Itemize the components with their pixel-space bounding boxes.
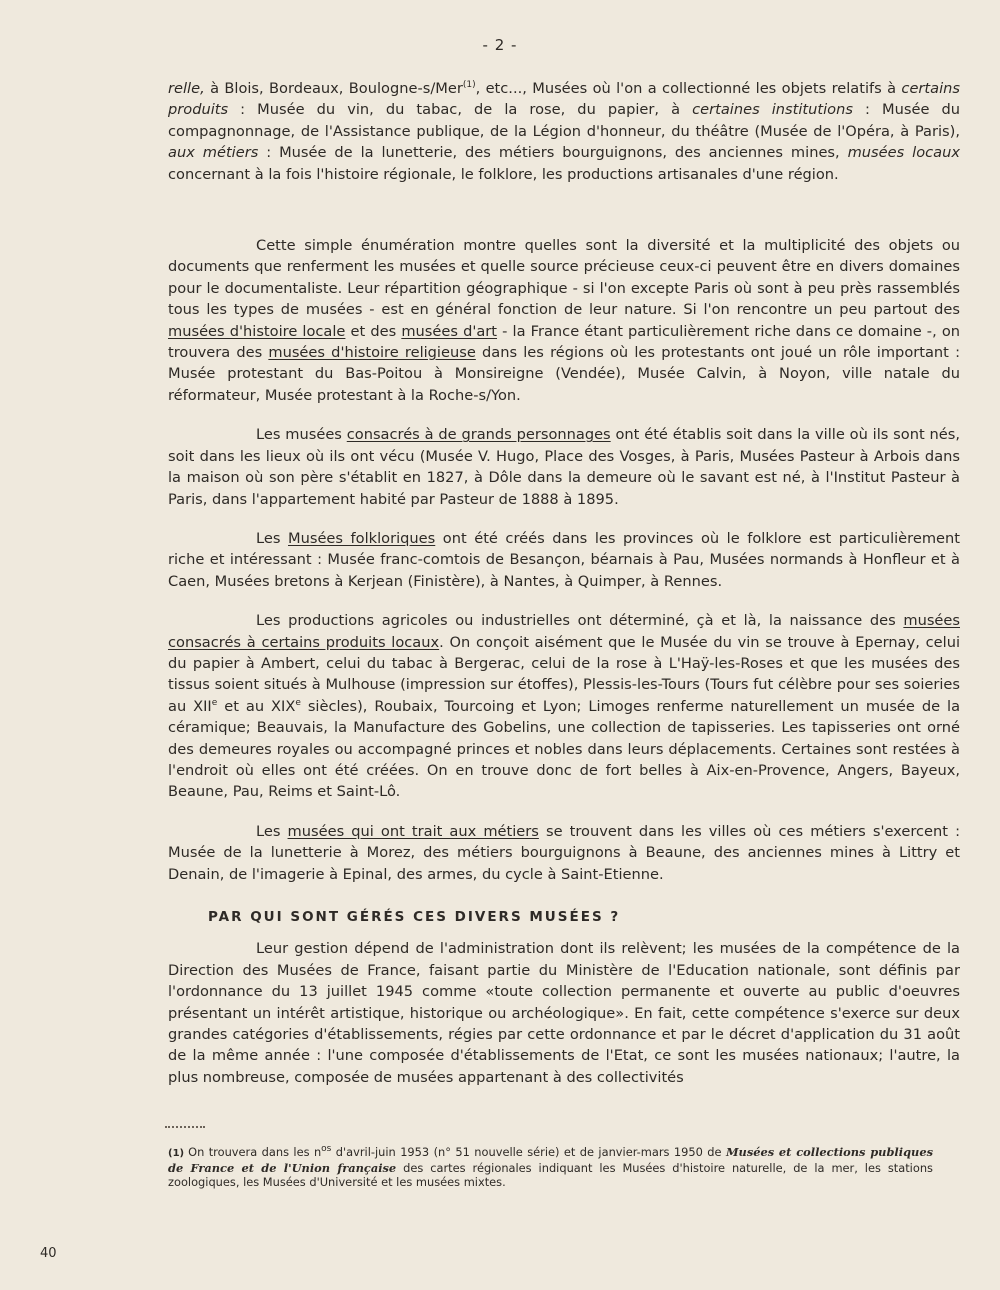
text-span: relle, <box>168 80 205 97</box>
text-span: - la France étant particulièrement riche dans ce domaine -, on trouvera des <box>168 322 961 362</box>
paragraph-produits <box>168 610 960 803</box>
page-number-bottom: 40 <box>40 1246 57 1261</box>
paragraph-metiers <box>168 821 960 885</box>
footnote-ref: (1) <box>462 80 476 91</box>
text-span: et au XIX <box>217 697 296 715</box>
text-span: d'avril-juin 1953 (n° 51 nouvelle série) et de janvier-mars 1950 de <box>331 1145 726 1159</box>
underlined-text: musées d'art <box>401 322 498 340</box>
text-span: , etc..., Musées où l'on a collectionné les objets relatifs à <box>475 80 902 97</box>
text-span: et des <box>345 322 402 340</box>
publication-title: Musées et collections publiques de France et de l'Union française <box>168 1145 933 1175</box>
text-span: : Musée du vin, du tabac, de la rose, du papier, à <box>228 101 693 119</box>
paragraph-personnages <box>168 424 960 510</box>
text-span: Les <box>256 822 288 840</box>
text-span: Les productions agricoles ou industrielles ont déterminé, çà et là, la naissance des <box>256 612 904 630</box>
footnote <box>168 1145 933 1189</box>
text-span: Cette simple énumération montre quelles sont la diversité et la multiplicité des objets ou documents que renferment les musées et quelle source précieuse ceux-ci peuvent être en divers domaines pour le documentaliste. Leur répartition géographique - si l'on excepte Paris où sont à peu près rassemblés tous les types de musées - est en général fonction de leur nature. Si l'on rencontre un peu partout des <box>168 237 960 319</box>
text-span: Les <box>256 529 288 547</box>
text-span: à Blois, Bordeaux, Boulogne-s/Mer <box>204 80 463 97</box>
section-heading: PAR QUI SONT GÉRÉS CES DIVERS MUSÉES ? <box>208 909 621 925</box>
text-span: Les musées <box>256 426 347 444</box>
underlined-text: consacrés à de grands personnages <box>346 426 611 444</box>
main-text <box>168 78 960 1088</box>
underlined-text: Musées folkloriques <box>288 529 436 547</box>
text-span: aux métiers <box>168 144 259 162</box>
superscript: os <box>321 1144 332 1155</box>
text-span: musées locaux <box>847 144 960 162</box>
paragraph-folkloriques <box>168 528 960 592</box>
underlined-text: musées d'histoire locale <box>168 322 346 340</box>
text-span: dans les régions où les protestants ont joué un rôle important : Musée protestant du Bas-Poitou à Monsireigne (Vendée), Musée Calvin, à Noyon, ville natale du réformateur, Musée protestant à la Roche-s/Yon. <box>168 344 960 404</box>
footnote-mark: (1) <box>168 1148 185 1159</box>
text-span: ont été établis soit dans la ville où ils sont nés, soit dans les lieux où ils ont vécu (Musée V. Hugo, Place des Vosges, à Paris, Musées Pasteur à Arbois dans la maison où son père s'établit en 1827, à Dôle dans la demeure où le savant est né, à l'Institut Pasteur à Paris, dans l'appartement habité par Pasteur de 1888 à 1895. <box>168 426 960 508</box>
text-span: On trouvera dans les n <box>188 1145 322 1159</box>
paragraph-continued <box>168 78 960 185</box>
paragraph-gestion: Leur gestion dépend de l'administration dont ils relèvent; les musées de la compétence de la Direction des Musées de France, faisant partie du Ministère de l'Education nationale, sont définis par l'ordonnance du 13 juillet 1945 comme «toute collection permanente et ouverte au public d'oeuvres présentant un intérêt artistique, historique ou archéologique». En fait, cette compétence s'exerce sur deux grandes catégories d'établissements, régies par cette ordonnance et par le décret d'application du 31 août de la même année : l'une composée d'établissements de l'Etat, ce sont les musées nationaux; l'autre, la plus nombreuse, composée de musées appartenant à des collectivités <box>168 940 960 1086</box>
footnote-separator <box>165 1126 205 1128</box>
page-number-top: - 2 - <box>482 36 518 54</box>
text-span: concernant à la fois l'histoire régionale, le folklore, les productions artisanales d'une région. <box>168 165 839 183</box>
superscript: e <box>211 697 218 708</box>
text-span: certains produits <box>168 80 960 119</box>
underlined-text: musées d'histoire religieuse <box>268 344 476 362</box>
underlined-text: musées qui ont trait aux métiers <box>287 822 539 840</box>
superscript: e <box>295 697 301 708</box>
text-span: : Musée de la lunetterie, des métiers bourguignons, des anciennes mines, <box>258 144 848 162</box>
text-span: certaines institutions <box>692 101 853 119</box>
text-span: siècles), Roubaix, Tourcoing et Lyon; Limoges renferme naturellement un musée de la céramique; Beauvais, la Manufacture des Gobelins, une collection de tapisseries. Les tapisseries ont orné des demeures royales ou accompagné princes et nobles dans leurs déplacements. Certaines sont restées à l'endroit où elles ont été créées. On en trouve donc de fort belles à Aix-en-Provence, Angers, Bayeux, Beaune, Pau, Reims et Saint-Lô. <box>168 697 961 801</box>
text-span: se trouvent dans les villes où ces métiers s'exercent : Musée de la lunetterie à Morez, des métiers bourguignons à Beaune, des anciennes mines à Littry et Denain, de l'imagerie à Epinal, des armes, du cycle à Saint-Etienne. <box>168 822 960 883</box>
text-span: des cartes régionales indiquant les Musées d'histoire naturelle, de la mer, les stations zoologiques, les Musées d'Université et les musées mixtes. <box>168 1161 933 1189</box>
paragraph-enumeration <box>168 235 960 406</box>
text-span: : Musée du compagnonnage, de l'Assistance publique, de la Légion d'honneur, du théâtre (Musée de l'Opéra, à Paris), <box>168 101 961 140</box>
underlined-text: musées consacrés à certains produits locaux <box>168 612 960 651</box>
text-span: . On conçoit aisément que le Musée du vin se trouve à Epernay, celui du papier à Ambert, celui du tabac à Bergerac, celui de la rose à L'Haÿ-les-Roses et que les musées des tissus soient situés à Mulhouse (impression sur étoffes), Plessis-les-Tours (Tours fut célèbre pour ses soieries au XII <box>168 633 960 715</box>
text-span: ont été créés dans les provinces où le folklore est particulièrement riche et intéressant : Musée franc-comtois de Besançon, béarnais à Pau, Musées normands à Honfleur et à Caen, Musées bretons à Kerjean (Finistère), à Nantes, à Quimper, à Rennes. <box>168 529 960 590</box>
